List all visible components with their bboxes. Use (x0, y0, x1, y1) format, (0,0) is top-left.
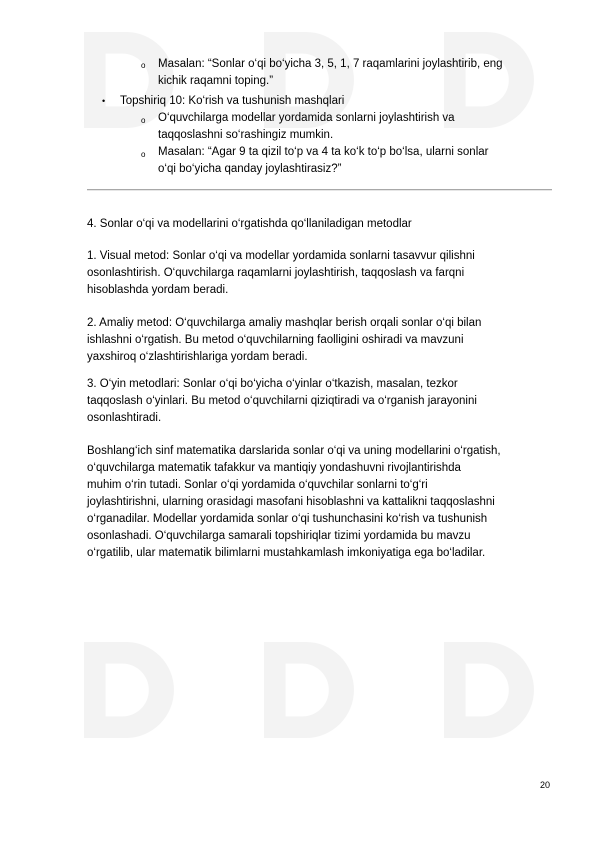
circle-bullet-icon: o (141, 150, 146, 159)
paragraph-line: osonlashtirish. O‘quvchilarga raqamlarni joylashtirish, taqqoslash va farqni (87, 267, 465, 279)
list-subitem-line: o‘qi bo‘yicha qanday joylashtirasiz?” (158, 163, 342, 175)
paragraph-line: taqqoslash o‘yinlari. Bu metod o‘quvchilarni qiziqtiradi va o‘rganish jarayonini (87, 395, 477, 407)
paragraph-line: yaxshiroq o‘zlashtirishlariga yordam beradi. (87, 351, 308, 363)
list-subitem-line: Masalan: “Sonlar o‘qi bo‘yicha 3, 5, 1, 7 raqamlarini joylashtirib, eng (158, 58, 503, 70)
page-number: 20 (540, 780, 551, 790)
paragraph-game-method (87, 376, 557, 427)
paragraph-line: o‘rgatilib, ular matematik bilimlarni mustahkamlash imkoniyatiga ega bo‘ladilar. (87, 547, 486, 559)
list-subitem-models (158, 110, 455, 144)
paragraph-conclusion (87, 443, 557, 562)
d-logo-watermark-icon (420, 630, 540, 750)
paragraph-practical-method (87, 315, 557, 366)
paragraph-line: osonlashtiradi. (87, 412, 162, 424)
paragraph-line: 1. Visual metod: Sonlar o‘qi va modellar yordamida sonlarni tasavvur qilishni (87, 250, 475, 262)
section-heading: 4. Sonlar o‘qi va modellarini o‘rgatishda qo‘llaniladigan metodlar (87, 218, 412, 230)
section-divider (87, 189, 552, 191)
paragraph-line: hisoblashda yordam beradi. (87, 284, 229, 296)
circle-bullet-icon: o (141, 116, 146, 125)
d-logo-watermark-icon (60, 630, 180, 750)
list-subitem-example-1 (158, 56, 503, 90)
list-subitem-line: kichik raqamni toping.” (158, 75, 274, 87)
paragraph-line: o‘rganadilar. Modellar yordamida sonlar o‘qi tushunchasini ko‘rish va tushunish (87, 513, 488, 525)
d-logo-watermark-icon (240, 630, 360, 750)
paragraph-line: Boshlang‘ich sinf matematika darslarida sonlar o‘qi va uning modellarini o‘rgatish, (87, 445, 501, 457)
circle-bullet-icon: o (141, 61, 146, 70)
disc-bullet-icon: • (102, 96, 106, 106)
list-subitem-example-2 (158, 144, 488, 178)
list-subitem-line: O‘quvchilarga modellar yordamida sonlarni joylashtirish va (158, 112, 455, 124)
paragraph-line: ishlashni o‘rgatish. Bu metod o‘quvchilarning faolligini oshiradi va mavzuni (87, 334, 464, 346)
paragraph-line: muhim o‘rin tutadi. Sonlar o‘qi yordamida o‘quvchilar sonlarni to‘g‘ri (87, 479, 428, 491)
paragraph-line: o‘quvchilarga matematik tafakkur va mantiqiy yondashuvni rivojlantirishda (87, 462, 461, 474)
list-subitem-line: taqqoslashni so‘rashingiz mumkin. (158, 129, 334, 141)
paragraph-line: joylashtirishni, ularning orasidagi masofani hisoblashni va kattalikni taqqoslashni (87, 496, 495, 508)
paragraph-line: 3. O‘yin metodlari: Sonlar o‘qi bo‘yicha o‘yinlar o‘tkazish, masalan, tezkor (87, 378, 458, 390)
paragraph-line: osonlashadi. O‘quvchilarga samarali topshiriqlar tizimi yordamida bu mavzu (87, 530, 471, 542)
list-item-task-10: Topshiriq 10: Ko‘rish va tushunish mashqlari (120, 95, 345, 107)
paragraph-line: 2. Amaliy metod: O‘quvchilarga amaliy mashqlar berish orqali sonlar o‘qi bilan (87, 317, 482, 329)
list-subitem-line: Masalan: “Agar 9 ta qizil to‘p va 4 ta ko‘k to‘p bo‘lsa, ularni sonlar (158, 146, 489, 158)
paragraph-visual-method (87, 248, 557, 299)
